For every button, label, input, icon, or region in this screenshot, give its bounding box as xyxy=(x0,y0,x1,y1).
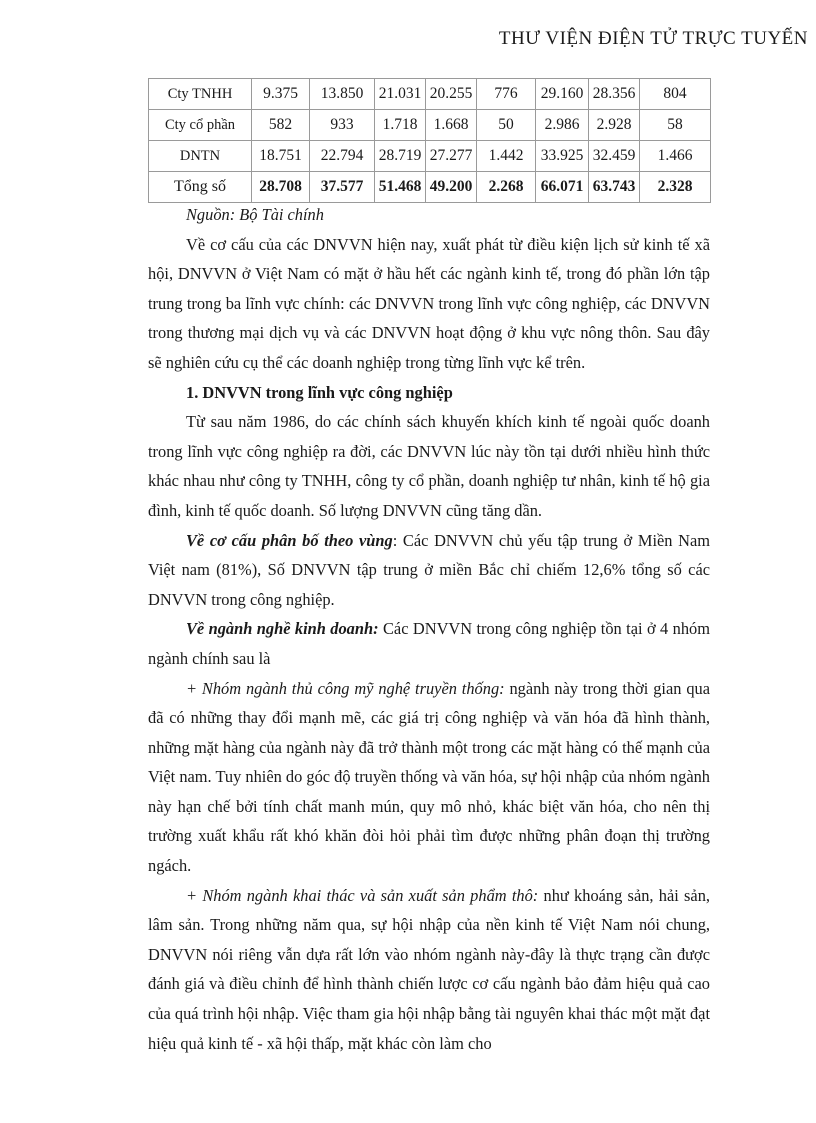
inline-label: Về ngành nghề kinh doanh: xyxy=(186,619,379,639)
table-cell: 20.255 xyxy=(426,79,477,110)
inline-label: + Nhóm ngành khai thác và sản xuất sản phẩm thô: xyxy=(186,885,539,905)
inline-label: Về cơ cấu phân bố theo vùng xyxy=(186,530,393,550)
table-cell: 32.459 xyxy=(589,141,640,172)
table-cell: 582 xyxy=(252,110,310,141)
table-cell: 1.466 xyxy=(640,141,711,172)
paragraph-business-sectors xyxy=(148,614,710,673)
table-cell: 804 xyxy=(640,79,711,110)
paragraph-regional-distribution xyxy=(148,526,710,615)
inline-text: Các DNVVN trong công nghiệp tồn tại ở 4 nhóm ngành chính sau là xyxy=(148,619,710,668)
table-cell: 1.668 xyxy=(426,110,477,141)
table-cell: 18.751 xyxy=(252,141,310,172)
paragraph-structure-overview: Về cơ cấu của các DNVVN hiện nay, xuất phát từ điều kiện lịch sử kinh tế xã hội, DNVVN ở Việt Nam có mặt ở hầu hết các ngành kinh tế, trong đó phần lớn tập trung trong ba lĩnh vực chính: các DNVVN trong lĩnh vực công nghiệp, các DNVVN trong thương mại dịch vụ và các DNVVN hoạt động ở khu vực nông thôn. Sau đây sẽ nghiên cứu cụ thể các doanh nghiệp trong từng lĩnh vực kể trên. xyxy=(148,234,710,372)
table-cell: 2.928 xyxy=(589,110,640,141)
table-source-note: Nguồn: Bộ Tài chính xyxy=(186,205,324,224)
table-cell: 58 xyxy=(640,110,711,141)
table-cell: 66.071 xyxy=(536,172,589,203)
table-cell: 776 xyxy=(477,79,536,110)
table-cell: 2.986 xyxy=(536,110,589,141)
table-cell: 933 xyxy=(310,110,375,141)
row-label: Tổng số xyxy=(149,172,252,203)
inline-label: + Nhóm ngành thủ công mỹ nghệ truyền thống: xyxy=(186,678,505,698)
table-cell: 1.718 xyxy=(375,110,426,141)
table-cell: 28.719 xyxy=(375,141,426,172)
enterprise-count-table xyxy=(148,78,711,203)
row-label: DNTN xyxy=(149,141,252,172)
table-row xyxy=(149,110,711,141)
table-cell: 37.577 xyxy=(310,172,375,203)
table-total-row xyxy=(149,172,711,203)
table-cell: 21.031 xyxy=(375,79,426,110)
paragraph-raw-products xyxy=(148,881,710,1059)
table-cell: 29.160 xyxy=(536,79,589,110)
table-cell: 2.268 xyxy=(477,172,536,203)
table-row xyxy=(149,79,711,110)
table-cell: 22.794 xyxy=(310,141,375,172)
inline-text: : Các DNVVN chủ yếu tập trung ở Miền Nam Việt nam (81%), Số DNVVN tập trung ở miền Bắc chỉ chiếm 12,6% tổng số các DNVVN trong công nghiệp. xyxy=(148,530,710,609)
section-heading: 1. DNVVN trong lĩnh vực công nghiệp xyxy=(186,382,453,402)
table-cell: 13.850 xyxy=(310,79,375,110)
paragraph-handicraft xyxy=(148,674,710,881)
inline-text: như khoáng sản, hải sản, lâm sản. Trong những năm qua, sự hội nhập của nền kinh tế Việt Nam nói chung, DNVVN nói riêng vẫn dựa rất lớn vào nhóm ngành này-đây là thực trạng cần được đánh giá và điều chỉnh để hình thành chiến lược cơ cấu ngành bảo đảm hiệu quả cao của quá trình hội nhập. Việc tham gia hội nhập bằng tài nguyên khai thác một mặt đạt hiệu quả kinh tế - xã hội thấp, mặt khác còn làm cho xyxy=(148,885,710,1053)
table-cell: 51.468 xyxy=(375,172,426,203)
table-cell: 9.375 xyxy=(252,79,310,110)
row-label: Cty TNHH xyxy=(149,79,252,110)
table-cell: 49.200 xyxy=(426,172,477,203)
document-body xyxy=(148,200,710,1058)
table-cell: 33.925 xyxy=(536,141,589,172)
inline-text: ngành này trong thời gian qua đã có những thay đổi mạnh mẽ, các giá trị công nghiệp và văn hóa đã hình thành, những mặt hàng của ngành này đã trở thành một trong các mặt hàng có thế mạnh của Việt nam. Tuy nhiên do góc độ truyền thống và văn hóa, sự hội nhập của nhóm ngành này hạn chế bởi tính chất manh mún, quy mô nhỏ, khác biệt văn hóa, cho nên thị trường xuất khẩu rất khó khăn đòi hỏi phải tìm được những phân đoạn thị trường ngách. xyxy=(148,678,710,876)
table-cell: 27.277 xyxy=(426,141,477,172)
table-cell: 2.328 xyxy=(640,172,711,203)
paragraph-history: Từ sau năm 1986, do các chính sách khuyến khích kinh tế ngoài quốc doanh trong lĩnh vực công nghiệp ra đời, các DNVVN lúc này tồn tại dưới nhiều hình thức khác nhau như công ty TNHH, công ty cổ phần, doanh nghiệp tư nhân, kinh tế hộ gia đình, kinh tế quốc doanh. Số lượng DNVVN cũng tăng dần. xyxy=(148,412,710,520)
table-cell: 1.442 xyxy=(477,141,536,172)
table-cell: 28.356 xyxy=(589,79,640,110)
page-header: THƯ VIỆN ĐIỆN TỬ TRỰC TUYẾN xyxy=(498,28,808,49)
table-cell: 28.708 xyxy=(252,172,310,203)
table-cell: 50 xyxy=(477,110,536,141)
table-row xyxy=(149,141,711,172)
row-label: Cty cổ phần xyxy=(149,110,252,141)
table-cell: 63.743 xyxy=(589,172,640,203)
